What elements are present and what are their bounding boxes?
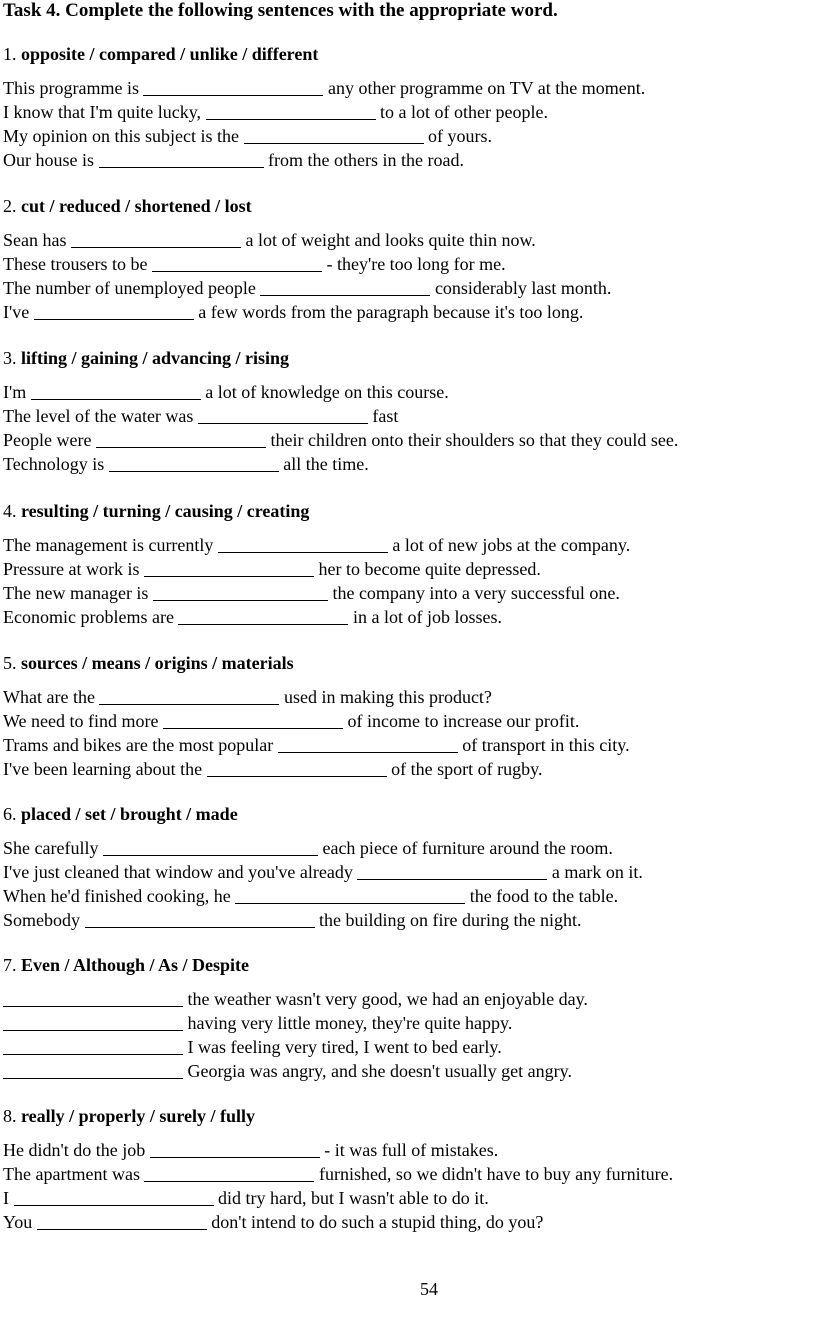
sentence-start: We need to find more: [3, 711, 163, 731]
sentence-row: [3, 1013, 512, 1034]
sentence-row: [3, 1212, 543, 1233]
sentence-row: [3, 1061, 572, 1082]
section-number: 1.: [3, 44, 21, 64]
sentence-end: the food to the table.: [465, 886, 619, 906]
sentence-row: [3, 862, 643, 883]
section-heading: [3, 501, 309, 522]
sentence-start: I've just cleaned that window and you've already: [3, 862, 358, 882]
section-heading: [3, 804, 238, 825]
answer-blank[interactable]: [99, 687, 279, 708]
sentence-end: a few words from the paragraph because it's too long.: [193, 302, 584, 322]
answer-blank[interactable]: [206, 102, 376, 123]
sentence-row: [3, 838, 613, 859]
sentence-row: [3, 382, 449, 403]
answer-blank[interactable]: [14, 1188, 214, 1209]
section-heading: [3, 196, 252, 217]
word-options: Even / Although / As / Despite: [21, 955, 250, 975]
sentence-end: of yours.: [423, 126, 492, 146]
sentence-start: These trousers to be: [3, 254, 152, 274]
sentence-start: What are the: [3, 687, 100, 707]
word-options: cut / reduced / shortened / lost: [21, 196, 252, 216]
sentence-end: each piece of furniture around the room.: [317, 838, 613, 858]
answer-blank[interactable]: [144, 1164, 314, 1185]
answer-blank[interactable]: [235, 886, 465, 907]
sentence-end: did try hard, but I wasn't able to do it.: [213, 1188, 489, 1208]
sentence-row: [3, 759, 542, 780]
sentence-start: The apartment was: [3, 1164, 145, 1184]
word-options: placed / set / brought / made: [21, 804, 238, 824]
sentence-end: fast: [367, 406, 399, 426]
sentence-row: [3, 989, 588, 1010]
answer-blank[interactable]: [96, 430, 266, 451]
section-number: 5.: [3, 653, 21, 673]
sentence-row: [3, 278, 611, 299]
sentence-end: of transport in this city.: [457, 735, 630, 755]
sentence-end: from the others in the road.: [263, 150, 464, 170]
page-number: 54: [420, 1279, 438, 1299]
word-options: really / properly / surely / fully: [21, 1106, 255, 1126]
sentence-start: The management is currently: [3, 535, 218, 555]
answer-blank[interactable]: [244, 126, 424, 147]
sentence-row: [3, 302, 583, 323]
answer-blank[interactable]: [152, 254, 322, 275]
sentence-row: [3, 910, 581, 931]
answer-blank[interactable]: [153, 583, 328, 604]
answer-blank[interactable]: [37, 1212, 207, 1233]
answer-blank[interactable]: [218, 535, 388, 556]
sentence-start: I know that I'm quite lucky,: [3, 102, 206, 122]
section-number: 4.: [3, 501, 21, 521]
sentence-start: Somebody: [3, 910, 85, 930]
sentence-row: [3, 126, 492, 147]
answer-blank[interactable]: [144, 559, 314, 580]
sentence-end: Georgia was angry, and she doesn't usually get angry.: [183, 1061, 572, 1081]
sentence-end: their children onto their shoulders so that they could see.: [265, 430, 679, 450]
sentence-end: used in making this product?: [279, 687, 492, 707]
sentence-end: of the sport of rugby.: [386, 759, 543, 779]
task-title: Task 4. Complete the following sentences with the appropriate word.: [3, 0, 558, 21]
sentence-end: her to become quite depressed.: [313, 559, 541, 579]
word-options: lifting / gaining / advancing / rising: [21, 348, 290, 368]
sentence-end: a mark on it.: [547, 862, 643, 882]
sentence-start: Pressure at work is: [3, 559, 144, 579]
sentence-row: [3, 711, 579, 732]
sentence-end: furnished, so we didn't have to buy any furniture.: [314, 1164, 674, 1184]
sentence-row: [3, 559, 541, 580]
sentence-end: - they're too long for me.: [321, 254, 506, 274]
sentence-row: [3, 1164, 673, 1185]
answer-blank[interactable]: [357, 862, 547, 883]
sentence-start: You: [3, 1212, 37, 1232]
sentence-row: [3, 535, 630, 556]
sentence-start: My opinion on this subject is the: [3, 126, 244, 146]
sentence-end: any other programme on TV at the moment.: [323, 78, 646, 98]
sentence-row: [3, 230, 536, 251]
section-number: 8.: [3, 1106, 21, 1126]
sentence-end: don't intend to do such a stupid thing, do you?: [206, 1212, 544, 1232]
sentence-start: The number of unemployed people: [3, 278, 261, 298]
sentence-row: [3, 1037, 502, 1058]
answer-blank[interactable]: [207, 759, 387, 780]
answer-blank[interactable]: [71, 230, 241, 251]
sentence-row: [3, 735, 630, 756]
answer-blank[interactable]: [109, 454, 279, 475]
sentence-end: the building on fire during the night.: [314, 910, 582, 930]
sentence-start: The new manager is: [3, 583, 153, 603]
answer-blank[interactable]: [85, 910, 315, 931]
answer-blank[interactable]: [3, 1013, 183, 1034]
sentence-row: [3, 254, 506, 275]
sentence-row: [3, 102, 548, 123]
answer-blank[interactable]: [143, 78, 323, 99]
sentence-end: I was feeling very tired, I went to bed early.: [183, 1037, 502, 1057]
section-heading: [3, 653, 294, 674]
sentence-end: considerably last month.: [430, 278, 612, 298]
sentence-row: [3, 886, 618, 907]
answer-blank[interactable]: [163, 711, 343, 732]
sentence-start: She carefully: [3, 838, 103, 858]
section-heading: [3, 44, 318, 65]
answer-blank[interactable]: [178, 607, 348, 628]
sentence-start: People were: [3, 430, 96, 450]
sentence-row: [3, 607, 502, 628]
sentence-row: [3, 430, 678, 451]
sentence-start: This programme is: [3, 78, 144, 98]
word-options: resulting / turning / causing / creating: [21, 501, 310, 521]
answer-blank[interactable]: [103, 838, 318, 859]
sentence-start: Trams and bikes are the most popular: [3, 735, 278, 755]
answer-blank[interactable]: [3, 1061, 183, 1082]
answer-blank[interactable]: [260, 278, 430, 299]
sentence-start: He didn't do the job: [3, 1140, 150, 1160]
sentence-end: a lot of new jobs at the company.: [387, 535, 631, 555]
section-number: 6.: [3, 804, 21, 824]
sentence-start: Sean has: [3, 230, 71, 250]
sentence-start: Economic problems are: [3, 607, 179, 627]
section-number: 3.: [3, 348, 21, 368]
sentence-start: I've been learning about the: [3, 759, 207, 779]
sentence-start: I'm: [3, 382, 31, 402]
word-options: sources / means / origins / materials: [21, 653, 294, 673]
sentence-start: When he'd finished cooking, he: [3, 886, 236, 906]
sentence-end: having very little money, they're quite happy.: [183, 1013, 513, 1033]
answer-blank[interactable]: [99, 150, 264, 171]
sentence-end: the company into a very successful one.: [327, 583, 620, 603]
sentence-row: [3, 454, 369, 475]
answer-blank[interactable]: [31, 382, 201, 403]
sentence-end: to a lot of other people.: [375, 102, 548, 122]
sentence-row: [3, 1140, 498, 1161]
sentence-start: Technology is: [3, 454, 109, 474]
word-options: opposite / compared / unlike / different: [21, 44, 319, 64]
answer-blank[interactable]: [3, 1037, 183, 1058]
sentence-end: of income to increase our profit.: [343, 711, 580, 731]
sentence-end: - it was full of mistakes.: [319, 1140, 499, 1160]
sentence-row: [3, 78, 645, 99]
answer-blank[interactable]: [3, 989, 183, 1010]
section-heading: [3, 1106, 255, 1127]
sentence-end: the weather wasn't very good, we had an enjoyable day.: [183, 989, 588, 1009]
sentence-start: The level of the water was: [3, 406, 198, 426]
section-number: 2.: [3, 196, 21, 216]
sentence-row: [3, 687, 492, 708]
sentence-row: [3, 1188, 489, 1209]
answer-blank[interactable]: [150, 1140, 320, 1161]
section-heading: [3, 348, 289, 369]
sentence-end: a lot of weight and looks quite thin now.: [240, 230, 536, 250]
section-number: 7.: [3, 955, 21, 975]
sentence-end: all the time.: [278, 454, 369, 474]
sentence-row: [3, 583, 620, 604]
sentence-row: [3, 406, 398, 427]
sentence-end: a lot of knowledge on this course.: [200, 382, 449, 402]
sentence-end: in a lot of job losses.: [348, 607, 502, 627]
sentence-row: [3, 150, 464, 171]
answer-blank[interactable]: [278, 735, 458, 756]
answer-blank[interactable]: [34, 302, 194, 323]
sentence-start: I: [3, 1188, 14, 1208]
answer-blank[interactable]: [198, 406, 368, 427]
sentence-start: I've: [3, 302, 34, 322]
sentence-start: Our house is: [3, 150, 99, 170]
section-heading: [3, 955, 249, 976]
